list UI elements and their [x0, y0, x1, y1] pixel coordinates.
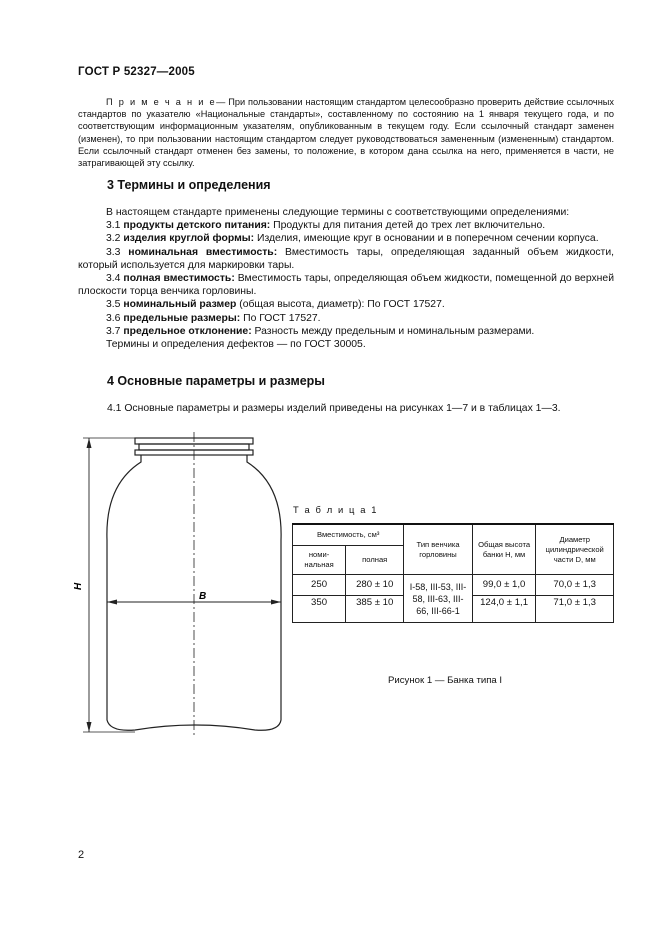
section-3-heading: 3 Термины и определения [107, 178, 271, 192]
terms-block [78, 206, 614, 351]
note-label: П р и м е ч а н и е [106, 97, 217, 107]
header-diameter: Диаметр цилиндрической части D, мм [536, 524, 614, 575]
cell-height: 124,0 ± 1,1 [472, 596, 536, 623]
jar-drawing [75, 430, 285, 742]
term-item: 3.1 продукты детского питания: Продукты для питания детей до трех лет включительно. [106, 220, 546, 232]
terms-intro: В настоящем стандарте применены следующие термины с соответствующими определениями: [106, 207, 570, 218]
term-item: 3.5 номинальный размер (общая высота, диаметр): По ГОСТ 17527. [106, 299, 445, 311]
terms-closing: Термины и определения дефектов — по ГОСТ 30005. [106, 339, 366, 351]
header-height: Общая высота банки H, мм [472, 524, 536, 575]
arrow-b-right [271, 600, 281, 605]
term-item: 3.6 предельные размеры: По ГОСТ 17527. [106, 312, 321, 324]
figure-1-caption: Рисунок 1 — Банка типа I [388, 675, 503, 686]
arrow-b-left [107, 600, 117, 605]
cell-nominal: 250 [293, 575, 346, 596]
header-full: полная [346, 546, 404, 575]
term-item: 3.4 полная вместимость: Вместимость тары, определяющая объем жидкости, помещенной до верхней плоскости торца венчика горловины. [78, 273, 615, 298]
cell-diameter: 70,0 ± 1,3 [536, 575, 614, 596]
cell-finish: I-58, III-53, III-58, III-63, III-66, III-66-1 [404, 575, 472, 623]
cell-diameter: 71,0 ± 1,3 [536, 596, 614, 623]
note-paragraph [78, 96, 614, 169]
term-item: 3.7 предельное отклонение: Разность между предельным и номинальным размерами. [106, 325, 535, 337]
label-b: B [199, 591, 207, 602]
label-h: H [73, 582, 84, 590]
header-nominal: номи-нальная [293, 546, 346, 575]
table-1-caption: Т а б л и ц а 1 [293, 504, 379, 515]
term-item: 3.3 номинальная вместимость: Вместимость тары, определяющая заданный объем жидкости, который используется для маркировки тары. [78, 246, 615, 271]
paragraph-4-1: 4.1 Основные параметры и размеры изделий приведены на рисунках 1—7 и в таблицах 1—3. [107, 403, 561, 414]
section-4-heading: 4 Основные параметры и размеры [107, 374, 325, 388]
table-row [293, 575, 614, 596]
note-text: — При пользовании настоящим стандартом целесообразно проверить действие ссылочных стандартов по указателю «Национальные стандарты», составленному по состоянию на 1 января текущего года, и по соответствующим информационным указателям, опубликованным в текущем году. Если ссылочный стандарт заменен (изменен), то при пользовании настоящим стандартом следует руководствоваться замененным (измененным) стандартом. Если ссылочный стандарт отменен без замены, то положение, в котором дана ссылка на него, применяется в части, не затрагивающей эту ссылку. [78, 97, 614, 169]
cell-full: 385 ± 10 [346, 596, 404, 623]
arrow-h-top [87, 438, 92, 448]
page-number: 2 [78, 849, 85, 861]
document-header: ГОСТ Р 52327—2005 [78, 66, 195, 78]
cell-height: 99,0 ± 1,0 [472, 575, 536, 596]
header-finish: Тип венчика горловины [404, 524, 472, 575]
cell-full: 280 ± 10 [346, 575, 404, 596]
arrow-h-bottom [87, 722, 92, 732]
header-capacity: Вместимость, см³ [293, 524, 404, 546]
table-1 [292, 523, 614, 623]
cell-nominal: 350 [293, 596, 346, 623]
term-item: 3.2 изделия круглой формы: Изделия, имеющие круг в основании и в поперечном сечении корпуса. [106, 233, 599, 245]
